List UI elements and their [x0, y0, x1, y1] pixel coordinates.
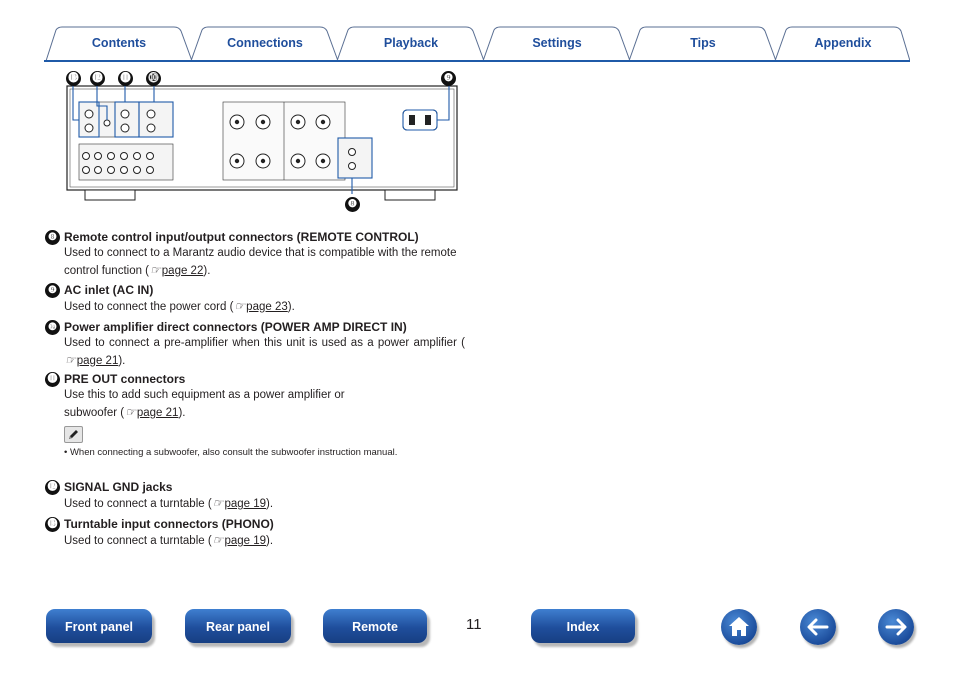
pointing-hand-icon: ☞ — [150, 262, 161, 277]
arrow-left-icon — [800, 609, 836, 645]
entry-text-end: ). — [266, 535, 274, 547]
entry-heading — [45, 479, 465, 495]
rear-panel-button[interactable]: Rear panel — [185, 609, 291, 643]
entry-text: Used to connect to a Marantz audio device that is compatible with the remote control function ( — [64, 247, 457, 277]
callout-9: ❾ — [441, 71, 456, 86]
top-tab-bar — [44, 26, 910, 62]
entry-title: PRE OUT connectors — [64, 372, 186, 386]
page-reference[interactable] — [64, 352, 118, 370]
entry-number: ⓬ — [45, 480, 60, 495]
pencil-icon — [64, 426, 83, 443]
callout-10: ⓾ — [146, 71, 161, 86]
entry-title: Power amplifier direct connectors (POWER AMP DIRECT IN) — [64, 320, 407, 334]
entry-number: ❾ — [45, 283, 60, 298]
entry-text-end: ). — [203, 264, 211, 277]
home-button[interactable] — [721, 609, 757, 645]
entry-text-end: ). — [266, 498, 274, 510]
entry-number: ❽ — [45, 230, 60, 245]
entry-description — [64, 245, 465, 279]
callout-12: ⓬ — [90, 71, 105, 86]
pointing-hand-icon: ☞ — [212, 533, 224, 547]
entry-title: AC inlet (AC IN) — [64, 283, 154, 297]
pointing-hand-icon: ☞ — [234, 299, 246, 313]
entry-heading — [45, 319, 465, 335]
callout-11: ⓫ — [118, 71, 133, 86]
entry-description — [64, 335, 465, 369]
entry-number: ⓭ — [45, 517, 60, 532]
entry-text: Used to connect the power cord ( — [64, 301, 234, 313]
pointing-hand-icon: ☞ — [65, 352, 76, 367]
back-button[interactable] — [800, 609, 836, 645]
entry-text: Used to connect a turntable ( — [64, 498, 212, 510]
entry-description — [64, 495, 465, 513]
page-link[interactable]: page 22 — [161, 264, 204, 277]
page-link[interactable]: page 19 — [224, 498, 267, 510]
tab-appendix[interactable]: Appendix — [814, 36, 872, 50]
pointing-hand-icon: ☞ — [125, 404, 136, 419]
entry-phono — [45, 516, 465, 550]
home-icon — [721, 609, 757, 645]
front-panel-button[interactable]: Front panel — [46, 609, 152, 643]
entry-heading — [45, 371, 385, 387]
entry-text: Used to connect a turntable ( — [64, 535, 212, 547]
entry-title: SIGNAL GND jacks — [64, 480, 173, 494]
entry-text-end: ). — [287, 301, 295, 313]
note-text: • When connecting a subwoofer, also consult the subwoofer instruction manual. — [64, 447, 398, 458]
remote-button[interactable]: Remote — [323, 609, 427, 643]
page-link[interactable]: page 23 — [246, 301, 288, 313]
entry-number: ⓫ — [45, 372, 60, 387]
entry-text: Used to connect a pre-amplifier when this unit is used as a power amplifier ( — [64, 337, 465, 349]
entry-number: ❿ — [45, 320, 60, 335]
arrow-right-icon — [878, 609, 914, 645]
tab-contents[interactable]: Contents — [91, 36, 147, 50]
entry-title: Turntable input connectors (PHONO) — [64, 517, 274, 531]
entry-ac-inlet — [45, 282, 465, 316]
rear-panel-illustration — [55, 66, 465, 218]
page-link[interactable]: page 19 — [224, 535, 267, 547]
callout-8: ❽ — [345, 197, 360, 212]
entry-description — [64, 532, 465, 550]
tab-tips[interactable]: Tips — [690, 36, 716, 50]
callout-13: ⓭ — [66, 71, 81, 86]
page-reference[interactable] — [124, 404, 178, 422]
page-link[interactable]: page 21 — [136, 406, 179, 419]
entry-heading — [45, 516, 465, 532]
entry-title: Remote control input/output connectors (REMOTE CONTROL) — [64, 230, 419, 244]
entry-signal-gnd — [45, 479, 465, 513]
page-number: 11 — [466, 616, 482, 633]
forward-button[interactable] — [878, 609, 914, 645]
tab-underline — [44, 60, 910, 62]
page-reference[interactable] — [212, 495, 266, 513]
pointing-hand-icon: ☞ — [212, 496, 224, 510]
page-reference[interactable] — [233, 298, 287, 316]
tab-settings[interactable]: Settings — [532, 36, 582, 50]
entry-power-amp-direct — [45, 319, 465, 369]
entry-heading — [45, 282, 465, 298]
entry-description — [64, 298, 465, 316]
tab-playback[interactable]: Playback — [383, 36, 439, 50]
entry-pre-out — [45, 371, 385, 421]
rear-panel-diagram — [55, 66, 465, 218]
entry-remote-control — [45, 229, 465, 279]
page-link[interactable]: page 21 — [76, 354, 119, 367]
entry-heading — [45, 229, 465, 245]
entry-text: Use this to add such equipment as a power amplifier or subwoofer ( — [64, 389, 345, 419]
entry-text-end: ). — [118, 354, 126, 367]
entry-description — [64, 387, 385, 421]
entry-text-end: ). — [178, 406, 186, 419]
index-button[interactable]: Index — [531, 609, 635, 643]
tab-connections[interactable]: Connections — [227, 36, 303, 50]
page-reference[interactable] — [149, 262, 203, 280]
page-reference[interactable] — [212, 532, 266, 550]
